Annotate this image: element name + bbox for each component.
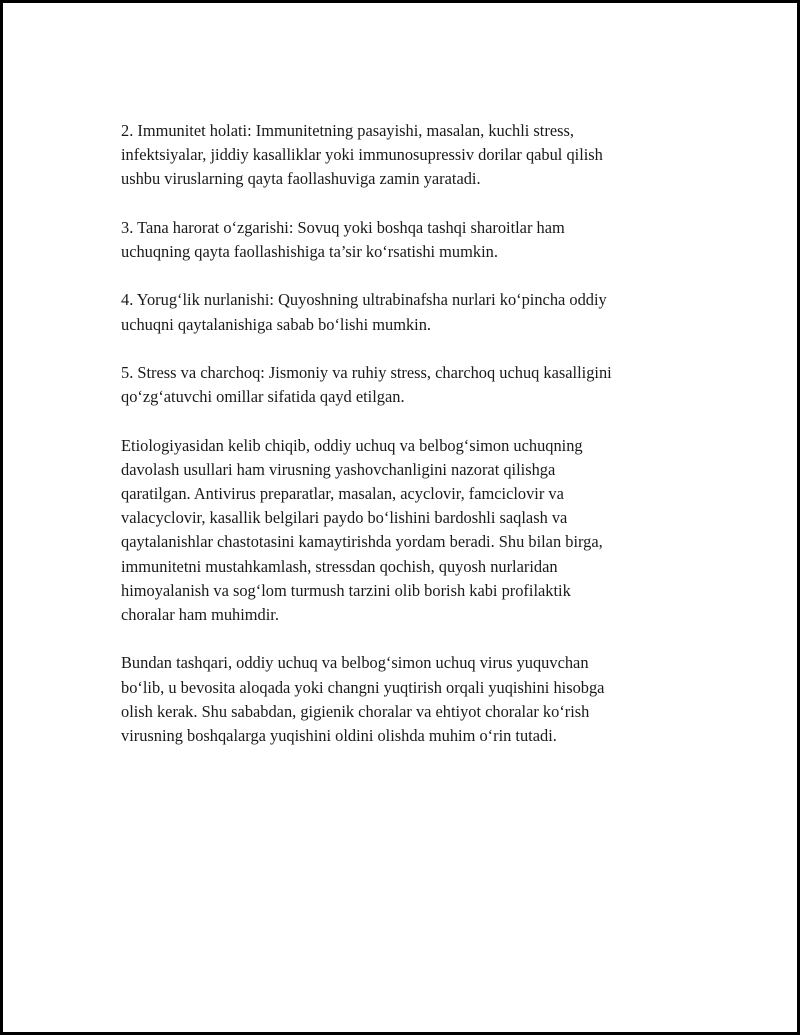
- text-line: olish kerak. Shu sababdan, gigienik choralar va ehtiyot choralar ko‘rish: [121, 701, 590, 721]
- text-line: valacyclovir, kasallik belgilari paydo bo‘lishini bardoshli saqlash va: [121, 508, 568, 528]
- text-line: qaytalanishlar chastotasini kamaytirishda yordam beradi. Shu bilan birga,: [121, 532, 603, 552]
- text-line: infektsiyalar, jiddiy kasalliklar yoki immunosupressiv dorilar qabul qilish: [121, 145, 603, 165]
- text-line: 4. Yorug‘lik nurlanishi: Quyoshning ultrabinafsha nurlari ko‘pincha oddiy: [121, 290, 607, 310]
- text-line: immunitetni mustahkamlash, stressdan qochish, quyosh nurlaridan: [121, 556, 558, 576]
- text-line: 3. Tana harorat o‘zgarishi: Sovuq yoki boshqa tashqi sharoitlar ham: [121, 217, 565, 237]
- text-line: uchuqni qaytalanishiga sabab bo‘lishi mumkin.: [121, 314, 432, 334]
- text-line: davolash usullari ham virusning yashovchanligini nazorat qilishga: [121, 459, 556, 479]
- paragraph-stress-fatigue: [121, 361, 681, 409]
- text-line: himoyalanish va sog‘lom turmush tarzini olib borish kabi profilaktik: [121, 580, 571, 600]
- paragraph-body-temperature: [121, 216, 681, 264]
- paragraph-treatment: [121, 434, 681, 628]
- text-line: uchuqning qayta faollashishiga ta’sir ko‘rsatishi mumkin.: [121, 242, 498, 261]
- text-line: choralar ham muhimdir.: [121, 605, 279, 624]
- text-line: Etiologiyasidan kelib chiqib, oddiy uchuq va belbog‘simon uchuqning: [121, 435, 583, 455]
- text-line: 2. Immunitet holati: Immunitetning pasayishi, masalan, kuchli stress,: [121, 121, 574, 140]
- text-line: Bundan tashqari, oddiy uchuq va belbog‘simon uchuq virus yuquvchan: [121, 653, 589, 673]
- text-line: qaratilgan. Antivirus preparatlar, masalan, acyclovir, famciclovir va: [121, 483, 564, 503]
- text-line: ushbu viruslarning qayta faollashuviga zamin yaratadi.: [121, 169, 481, 189]
- text-line: 5. Stress va charchoq: Jismoniy va ruhiy stress, charchoq uchuq kasalligini: [121, 362, 612, 382]
- text-line: bo‘lib, u bevosita aloqada yoki changni yuqtirish orqali yuqishini hisobga: [121, 677, 605, 697]
- document-body: [121, 119, 681, 772]
- paragraph-immunity-status: [121, 119, 681, 192]
- text-line: qo‘zg‘atuvchi omillar sifatida qayd etilgan.: [121, 387, 405, 407]
- paragraph-light-exposure: [121, 288, 681, 336]
- text-line: virusning boshqalarga yuqishini oldini olishda muhim o‘rin tutadi.: [121, 726, 557, 745]
- paragraph-transmission: [121, 651, 681, 748]
